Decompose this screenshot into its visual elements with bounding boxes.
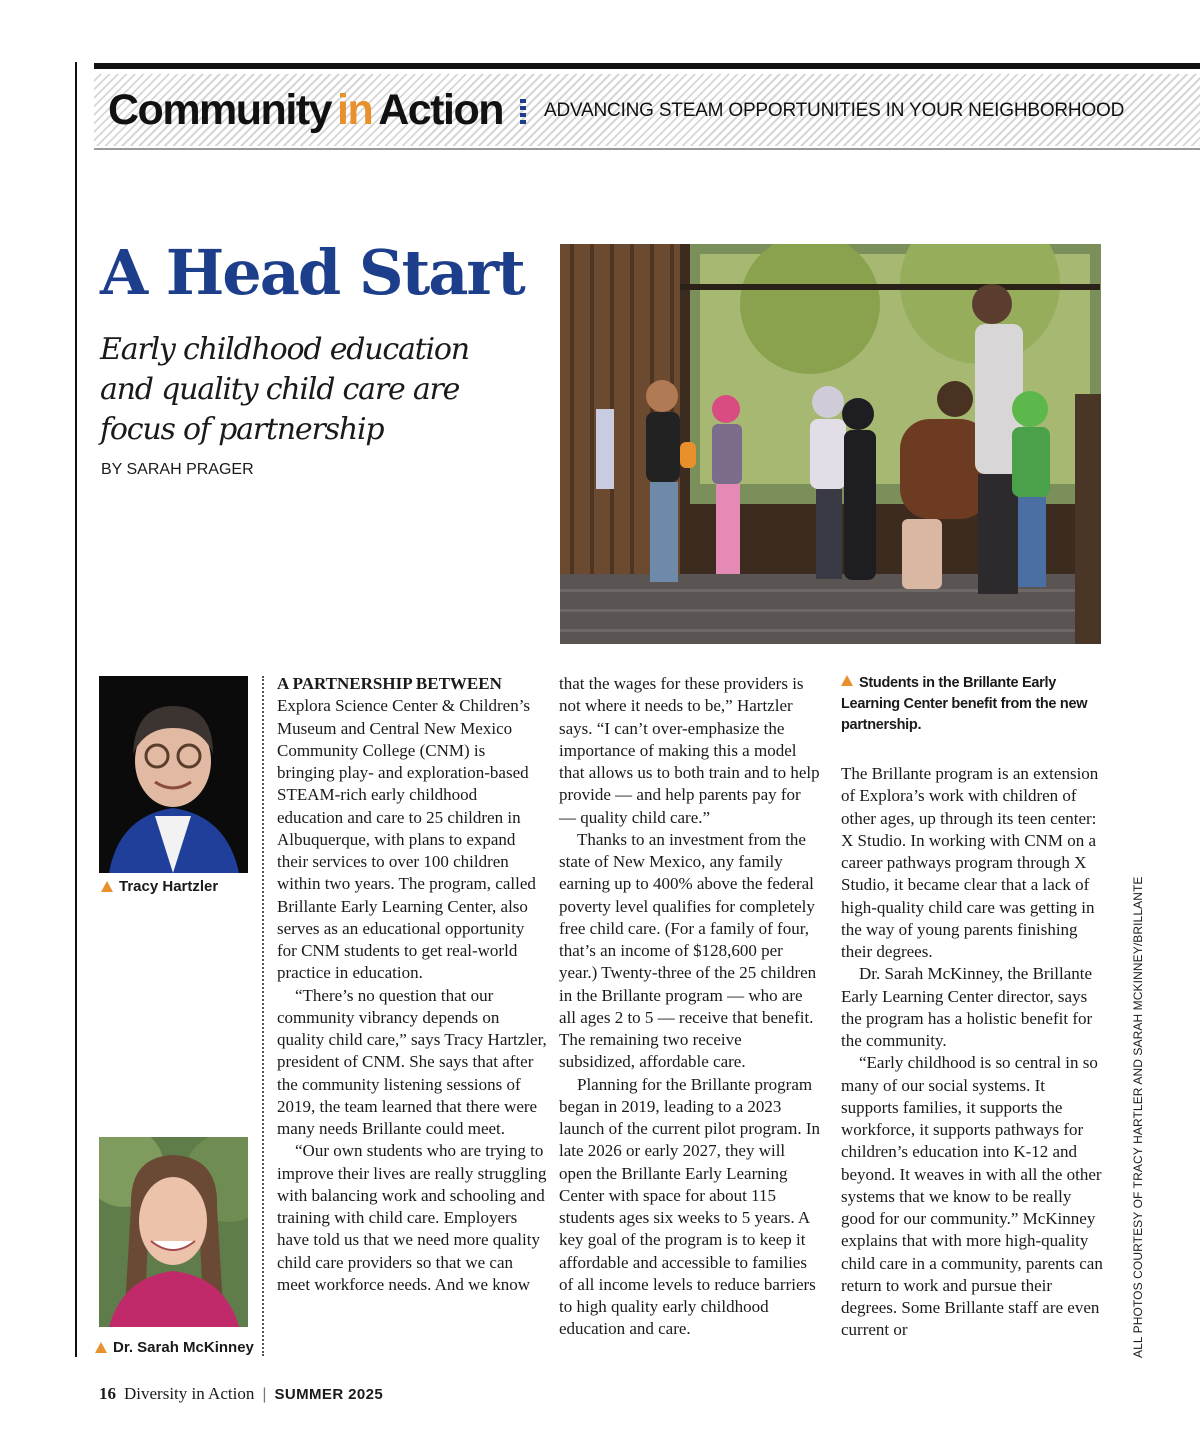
paragraph: The Brillante program is an extension of Explora’s work with children of other ages, up through its teen center: X Studio. In working with CNM on a career pathways program through X Studio, it became clear that a lack of high-quality child care was getting in the way of young parents finishing their degrees. xyxy=(841,764,1099,961)
caption-triangle-icon xyxy=(841,675,853,686)
body-column-3 xyxy=(841,763,1103,1342)
caption-triangle-icon xyxy=(95,1342,107,1353)
portrait-name: Tracy Hartzler xyxy=(119,878,219,895)
page-footer xyxy=(99,1384,383,1404)
page-number: 16 xyxy=(99,1384,116,1403)
publication-name: Diversity in Action xyxy=(124,1384,255,1403)
portrait-sarah-mckinney xyxy=(99,1137,248,1327)
header-top-rule xyxy=(94,63,1200,69)
paragraph: “Our own students who are trying to improve their lives are really struggling with balancing work and schooling and training with child care. Employers have told us that we need more quality child care providers so that we can meet workforce needs. And we know xyxy=(277,1141,547,1294)
paragraph: Dr. Sarah McKinney, the Brillante Early Learning Center director, says the program has a holistic benefit for the community. xyxy=(841,964,1093,1050)
section-separator xyxy=(520,99,526,125)
section-title-part1: Community xyxy=(108,85,331,134)
body-column-2 xyxy=(559,673,821,1341)
body-column-1 xyxy=(277,673,547,1296)
main-photo-children xyxy=(560,244,1101,644)
portrait-name: Dr. Sarah McKinney xyxy=(113,1339,254,1356)
issue-label: SUMMER 2025 xyxy=(274,1386,384,1403)
main-photo-caption xyxy=(841,673,1103,736)
paragraph: that the wages for these providers is not where it needs to be,” Hartzler says. “I can’t over-emphasize the importance of making this a model that allows us to both train and to help provide — and help parents pay for — quality child care.” xyxy=(559,674,820,827)
article-headline: A Head Start xyxy=(100,236,524,309)
column-divider xyxy=(262,676,264,1356)
section-title-part2: Action xyxy=(378,85,503,134)
caption-triangle-icon xyxy=(101,881,113,892)
paragraph: “Early childhood is so central in so many of our social systems. It supports families, it supports the workforce, it supports pathways for children’s education into K-12 and beyond. It weaves in with all the other systems that we know to be really good for our community.” McKinney explains that with more high-quality child care in a community, parents can return to work and pursue their degrees. Some Brillante staff are even current or xyxy=(841,1053,1103,1340)
paragraph: Planning for the Brillante program began in 2019, leading to a 2023 launch of the current pilot program. In late 2026 or early 2027, they will open the Brillante Early Learning Center with space for about 115 students ages six weeks to 5 years. A key goal of the program is to keep it affordable and accessible to families of all income levels to reduce barriers to high quality early childhood education and care. xyxy=(559,1074,821,1339)
article-byline: BY SARAH PRAGER xyxy=(101,461,254,478)
paragraph: “There’s no question that our community vibrancy depends on quality child care,” says Tracy Hartzler, president of CNM. She says that after the community listening sessions of 2019, the team learned that there were many needs Brillante could meet. xyxy=(277,985,547,1138)
caption-text: Students in the Brillante Early Learning Center benefit from the new partnership. xyxy=(841,675,1088,733)
footer-separator: | xyxy=(262,1386,267,1403)
photo-credit: ALL PHOTOS COURTESY OF TRACY HARTLER AND SARAH MCKINNEY/BRILLANTE xyxy=(1131,876,1145,1358)
portrait-tracy-hartzler xyxy=(99,676,248,873)
portrait-caption-hartzler xyxy=(101,878,218,895)
section-subtitle: ADVANCING STEAM OPPORTUNITIES IN YOUR NEIGHBORHOOD xyxy=(544,100,1125,121)
paragraph-text: Explora Science Center & Children’s Museum and Central New Mexico Community College (CNM) is bringing play- and exploration-based STEAM-rich early childhood education and care to 25 children in Albuquerque, with plans to expand their services to over 100 children within two years. The program, called Brillante Early Learning Center, also serves as an educational opportunity for CNM students to get real-world practice in education. xyxy=(277,696,536,983)
section-title-accent: in xyxy=(337,85,373,134)
section-title xyxy=(108,84,503,136)
left-margin-rule xyxy=(75,62,77,1357)
article-dek: Early childhood education and quality child care are focus of partnership xyxy=(100,332,469,447)
lead-paragraph xyxy=(277,673,547,985)
header-underline xyxy=(94,148,1200,150)
portrait-caption-mckinney xyxy=(95,1339,254,1356)
paragraph: Thanks to an investment from the state of New Mexico, any family earning up to 400% above the federal poverty level qualifies for completely free child care. (For a family of four, that’s an income of $128,600 per year.) Twenty-three of the 25 children in the Brillante program — who are all ages 2 to 5 — receive that benefit. The remaining two receive subsidized, affordable care. xyxy=(559,829,817,1072)
lead-in: A PARTNERSHIP BETWEEN xyxy=(277,674,502,693)
